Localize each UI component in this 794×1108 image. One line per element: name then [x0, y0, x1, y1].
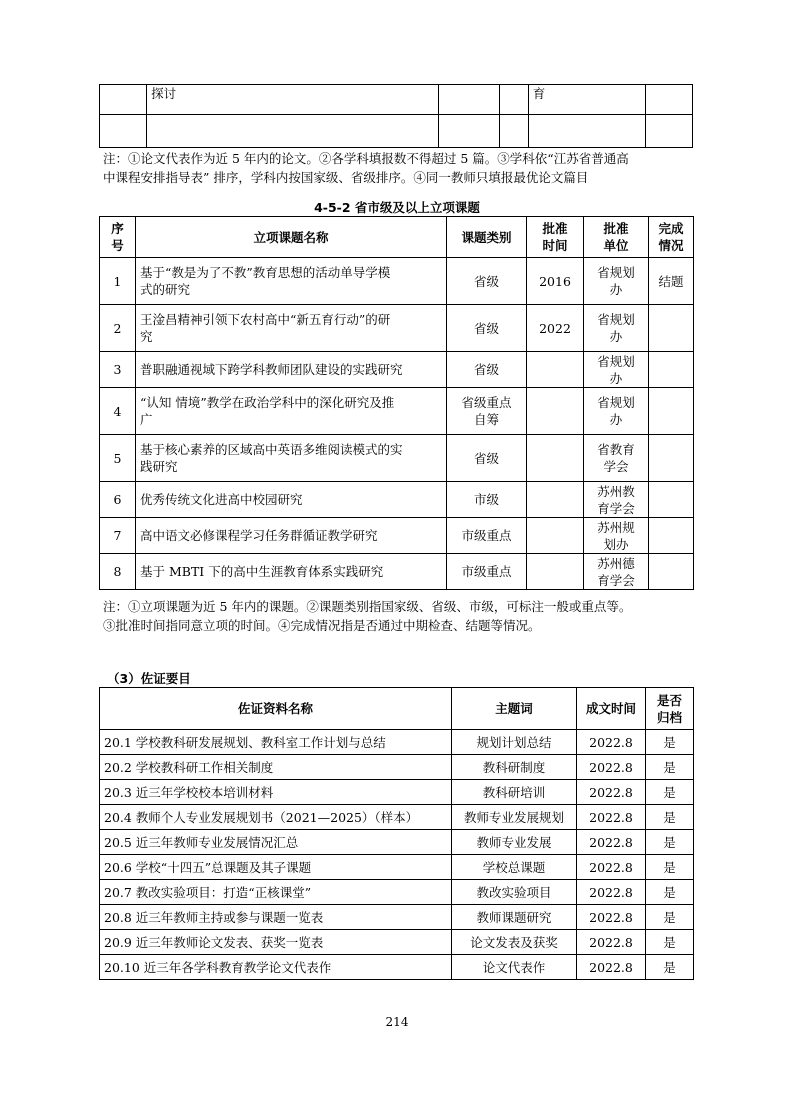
- cell-date: 2022.8: [577, 830, 646, 855]
- table-row: [100, 780, 694, 805]
- table-row: [100, 388, 694, 435]
- cell-evidence-name: 20.1 学校教科研发展规划、教科室工作计划与总结: [100, 730, 452, 755]
- table-row: [100, 554, 694, 590]
- cell-date: 2022.8: [577, 955, 646, 980]
- cell-status: [649, 388, 694, 435]
- cell-project-name: 基于 MBTI 下的高中生涯教育体系实践研究: [136, 554, 447, 590]
- note-line: 注：①论文代表作为近 5 年内的论文。②各学科填报数不得超过 5 篇。③学科依“江苏省普通高: [103, 151, 629, 166]
- cell-time: 2016: [527, 258, 584, 305]
- cell-evidence-name: 20.9 近三年教师论文发表、获奖一览表: [100, 930, 452, 955]
- cell-unit: 苏州教 育学会: [584, 482, 649, 518]
- cell-unit: 省教育 学会: [584, 435, 649, 482]
- cell-no: 4: [100, 388, 136, 435]
- cell-time: [527, 554, 584, 590]
- cell-date: 2022.8: [577, 930, 646, 955]
- cell-type: 省级: [447, 435, 527, 482]
- table-row: [100, 352, 694, 388]
- note-line: ③批准时间指同意立项的时间。④完成情况指是否通过中期检查、结题等情况。: [103, 618, 541, 633]
- cell-keyword: 教改实验项目: [452, 880, 577, 905]
- table-row: [100, 755, 694, 780]
- cell-keyword: 教师专业发展规划: [452, 805, 577, 830]
- cell-unit: 省规划 办: [584, 352, 649, 388]
- cell-keyword: 教师专业发展: [452, 830, 577, 855]
- cell-no: 5: [100, 435, 136, 482]
- cell-status: [649, 305, 694, 352]
- cell-date: 2022.8: [577, 780, 646, 805]
- header-evidence-name: 佐证资料名称: [100, 688, 452, 730]
- table-header-row: [100, 688, 694, 730]
- cell-keyword: 论文发表及获奖: [452, 930, 577, 955]
- projects-title: 4-5-2 省市级及以上立项课题: [314, 200, 480, 215]
- cell-archived: 是: [646, 880, 694, 905]
- cell-status: [649, 352, 694, 388]
- cell-no: 2: [100, 305, 136, 352]
- note-line: 注：①立项课题为近 5 年内的课题。②课题类别指国家级、省级、市级，可标注一般或重点等。: [103, 599, 632, 614]
- cell-project-name: 王淦昌精神引领下农村高中“新五育行动”的研 究: [136, 305, 447, 352]
- table-cell: 育: [528, 85, 645, 115]
- cell-date: 2022.8: [577, 905, 646, 930]
- cell-unit: 省规划 办: [584, 258, 649, 305]
- header-seq: 序 号: [100, 217, 136, 258]
- cell-archived: 是: [646, 780, 694, 805]
- cell-time: 2022: [527, 305, 584, 352]
- table-row: [100, 905, 694, 930]
- cell-time: [527, 482, 584, 518]
- cell-archived: 是: [646, 755, 694, 780]
- cell-evidence-name: 20.2 学校教科研工作相关制度: [100, 755, 452, 780]
- header-keyword: 主题词: [452, 688, 577, 730]
- table-row: [100, 435, 694, 482]
- header-unit: 批准 单位: [584, 217, 649, 258]
- table-row: [100, 880, 694, 905]
- table-row: [100, 930, 694, 955]
- cell-keyword: 教师课题研究: [452, 905, 577, 930]
- cell-date: 2022.8: [577, 880, 646, 905]
- cell-status: [649, 435, 694, 482]
- cell-evidence-name: 20.6 学校“十四五”总课题及其子课题: [100, 855, 452, 880]
- table-row: [100, 115, 693, 148]
- evidence-title: （3）佐证要目: [107, 671, 191, 686]
- cell-type: 省级重点 自筹: [447, 388, 527, 435]
- table-row: [100, 258, 694, 305]
- cell-archived: 是: [646, 955, 694, 980]
- cell-evidence-name: 20.10 近三年各学科教育教学论文代表作: [100, 955, 452, 980]
- cell-no: 3: [100, 352, 136, 388]
- cell-no: 8: [100, 554, 136, 590]
- page-number: 214: [385, 1015, 409, 1029]
- header-name: 立项课题名称: [136, 217, 447, 258]
- cell-status: [649, 482, 694, 518]
- table-row: [100, 955, 694, 980]
- cell-type: 省级: [447, 305, 527, 352]
- cell-evidence-name: 20.8 近三年教师主持或参与课题一览表: [100, 905, 452, 930]
- table-row: [100, 855, 694, 880]
- note-papers: [103, 149, 703, 187]
- cell-time: [527, 518, 584, 554]
- cell-type: 省级: [447, 352, 527, 388]
- cell-unit: 省规划 办: [584, 388, 649, 435]
- cell-evidence-name: 20.4 教师个人专业发展规划书（2021—2025）（样本）: [100, 805, 452, 830]
- cell-project-name: 基于“教是为了不教”教育思想的活动单导学模 式的研究: [136, 258, 447, 305]
- cell-archived: 是: [646, 805, 694, 830]
- header-archived: 是否 归档: [646, 688, 694, 730]
- cell-type: 市级: [447, 482, 527, 518]
- header-date: 成文时间: [577, 688, 646, 730]
- continued-table: [99, 84, 693, 148]
- cell-type: 市级重点: [447, 518, 527, 554]
- table-row: [100, 805, 694, 830]
- cell-unit: 苏州规 划办: [584, 518, 649, 554]
- cell-type: 省级: [447, 258, 527, 305]
- cell-no: 6: [100, 482, 136, 518]
- cell-status: 结题: [649, 258, 694, 305]
- table-row: [100, 85, 693, 115]
- table-header-row: [100, 217, 694, 258]
- note-projects: [103, 597, 703, 635]
- cell-keyword: 论文代表作: [452, 955, 577, 980]
- cell-status: [649, 554, 694, 590]
- table-row: [100, 482, 694, 518]
- cell-project-name: 基于核心素养的区域高中英语多维阅读模式的实 践研究: [136, 435, 447, 482]
- header-type: 课题类别: [447, 217, 527, 258]
- cell-unit: 省规划 办: [584, 305, 649, 352]
- table-row: [100, 730, 694, 755]
- cell-no: 7: [100, 518, 136, 554]
- table-row: [100, 305, 694, 352]
- cell-evidence-name: 20.7 教改实验项目：打造“正核课堂”: [100, 880, 452, 905]
- note-line: 中课程安排指导表” 排序，学科内按国家级、省级排序。④同一教师只填报最优论文篇目: [103, 170, 589, 185]
- cell-time: [527, 435, 584, 482]
- cell-keyword: 学校总课题: [452, 855, 577, 880]
- cell-keyword: 教科研培训: [452, 780, 577, 805]
- cell-date: 2022.8: [577, 730, 646, 755]
- projects-table: [99, 216, 694, 590]
- cell-date: 2022.8: [577, 855, 646, 880]
- cell-date: 2022.8: [577, 805, 646, 830]
- table-row: [100, 830, 694, 855]
- cell-keyword: 教科研制度: [452, 755, 577, 780]
- cell-time: [527, 352, 584, 388]
- table-cell: 探讨: [147, 85, 438, 115]
- cell-evidence-name: 20.5 近三年教师专业发展情况汇总: [100, 830, 452, 855]
- cell-status: [649, 518, 694, 554]
- cell-project-name: 普职融通视域下跨学科教师团队建设的实践研究: [136, 352, 447, 388]
- cell-archived: 是: [646, 855, 694, 880]
- cell-archived: 是: [646, 930, 694, 955]
- cell-project-name: 优秀传统文化进高中校园研究: [136, 482, 447, 518]
- cell-unit: 苏州德 育学会: [584, 554, 649, 590]
- cell-project-name: “认知 情境”教学在政治学科中的深化研究及推 广: [136, 388, 447, 435]
- cell-project-name: 高中语文必修课程学习任务群循证教学研究: [136, 518, 447, 554]
- cell-keyword: 规划计划总结: [452, 730, 577, 755]
- cell-time: [527, 388, 584, 435]
- cell-type: 市级重点: [447, 554, 527, 590]
- header-time: 批准 时间: [527, 217, 584, 258]
- table-row: [100, 518, 694, 554]
- evidence-table: [99, 687, 694, 980]
- cell-evidence-name: 20.3 近三年学校校本培训材料: [100, 780, 452, 805]
- cell-archived: 是: [646, 730, 694, 755]
- cell-archived: 是: [646, 905, 694, 930]
- cell-no: 1: [100, 258, 136, 305]
- header-status: 完成 情况: [649, 217, 694, 258]
- cell-archived: 是: [646, 830, 694, 855]
- cell-date: 2022.8: [577, 755, 646, 780]
